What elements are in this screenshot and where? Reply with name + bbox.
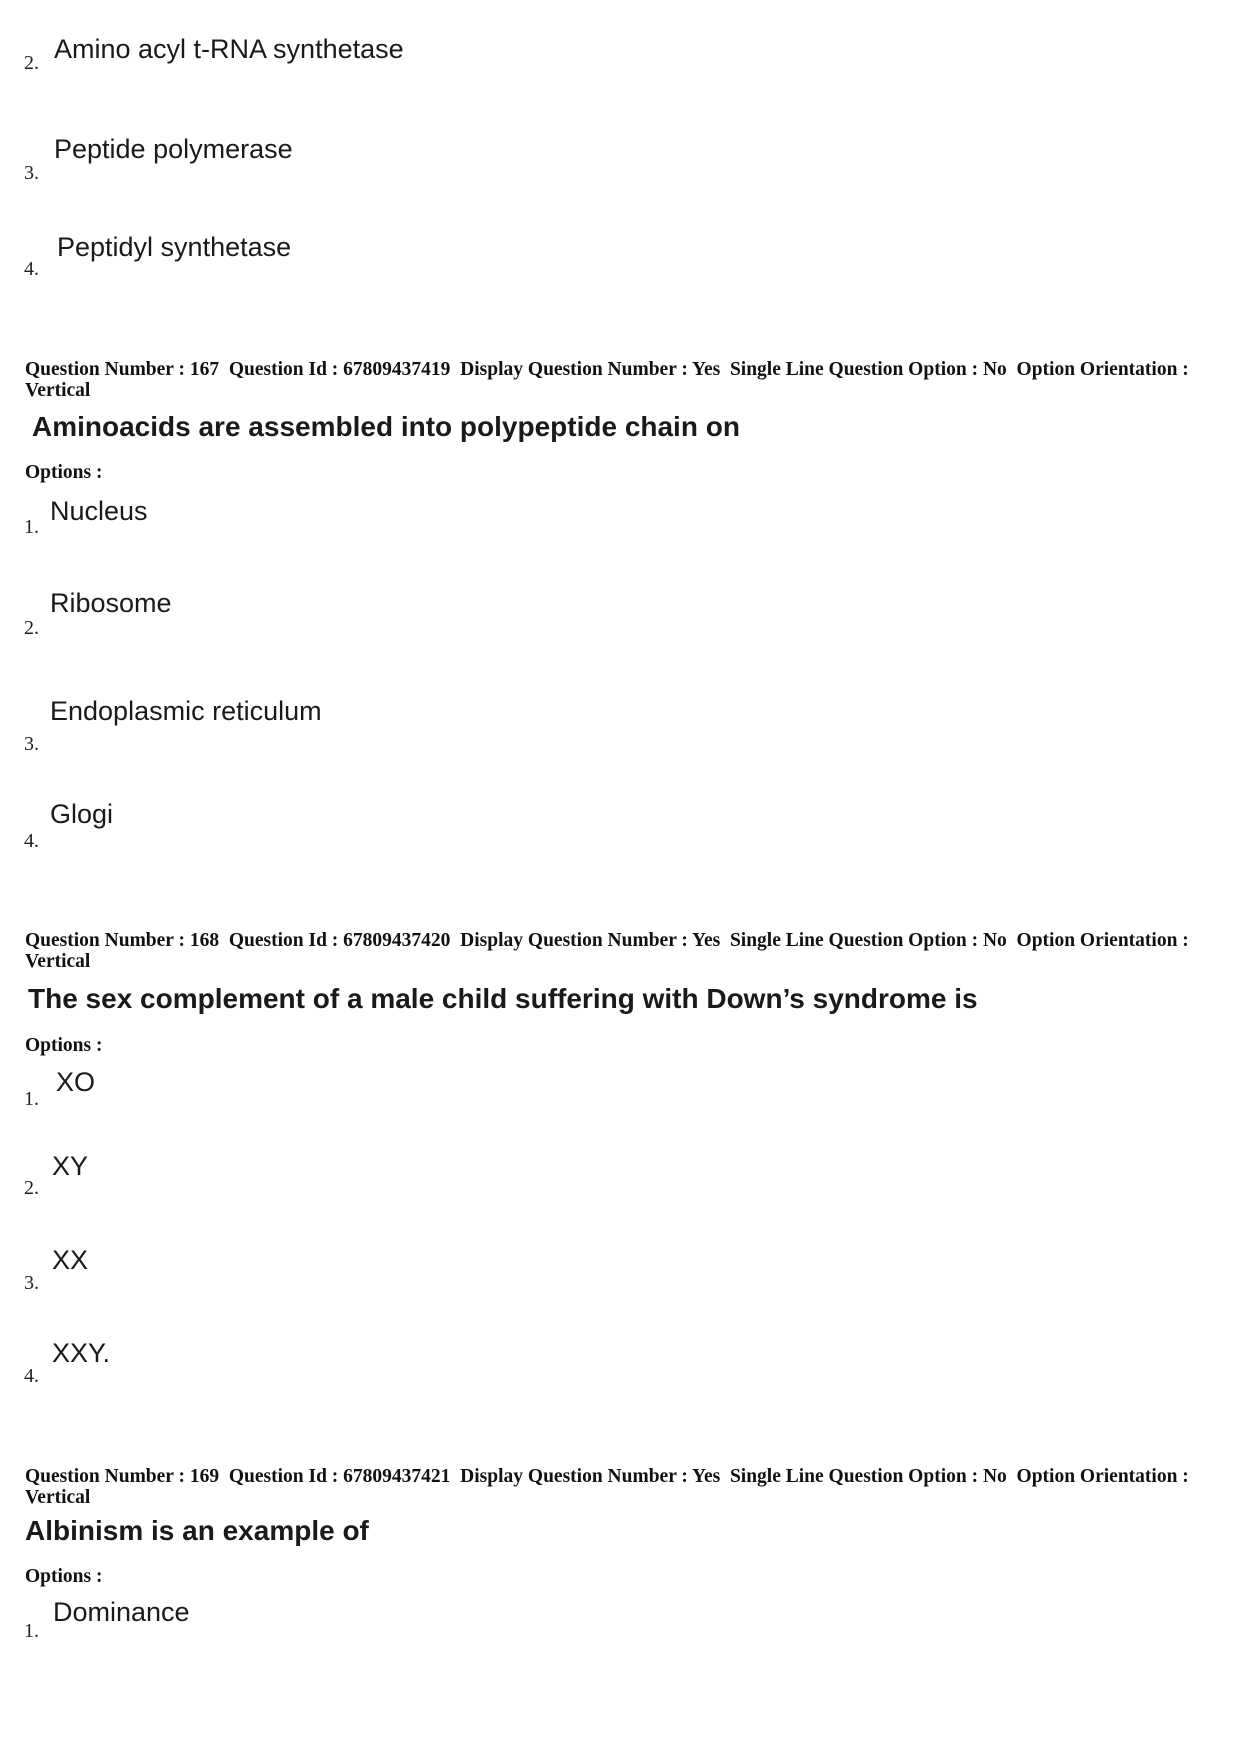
options-label: Options :: [25, 1566, 103, 1587]
option-number: 2.: [24, 1177, 39, 1199]
option-text: Amino acyl t-RNA synthetase: [54, 34, 404, 64]
option-number: 2.: [24, 52, 39, 74]
option-text: Ribosome: [50, 588, 172, 618]
question-meta: Question Number : 168 Question Id : 67809437420 Display Question Number : Yes Single Line Question Option : No Option Orientation : Vertical: [25, 930, 1194, 972]
option-number: 4.: [24, 1365, 39, 1387]
option-number: 2.: [24, 617, 39, 639]
question-text: Aminoacids are assembled into polypeptide chain on: [32, 411, 740, 442]
option-number: 4.: [24, 830, 39, 852]
option-text: XX: [52, 1245, 89, 1275]
options-label: Options :: [25, 1035, 103, 1056]
option-number: 1.: [24, 516, 39, 538]
option-text: XXY.: [52, 1338, 111, 1368]
option-text: Dominance: [53, 1597, 190, 1627]
option-text: XY: [52, 1151, 89, 1181]
option-number: 3.: [24, 162, 39, 184]
option-text: XO: [56, 1067, 96, 1097]
question-text: Albinism is an example of: [25, 1515, 369, 1546]
option-text: Endoplasmic reticulum: [50, 696, 322, 726]
option-number: 3.: [24, 1272, 39, 1294]
option-text: Peptidyl synthetase: [57, 232, 292, 262]
option-text: Peptide polymerase: [54, 134, 293, 164]
question-meta: Question Number : 169 Question Id : 67809437421 Display Question Number : Yes Single Line Question Option : No Option Orientation : Vertical: [25, 1466, 1194, 1508]
option-number: 3.: [24, 733, 39, 755]
option-text: Nucleus: [50, 496, 148, 526]
option-number: 1.: [24, 1620, 39, 1642]
question-text: The sex complement of a male child suffering with Down’s syndrome is: [28, 983, 978, 1014]
question-meta: Question Number : 167 Question Id : 67809437419 Display Question Number : Yes Single Line Question Option : No Option Orientation : Vertical: [25, 359, 1194, 401]
option-number: 1.: [24, 1088, 39, 1110]
option-number: 4.: [24, 258, 39, 280]
option-text: Glogi: [50, 799, 114, 829]
options-label: Options :: [25, 462, 103, 483]
